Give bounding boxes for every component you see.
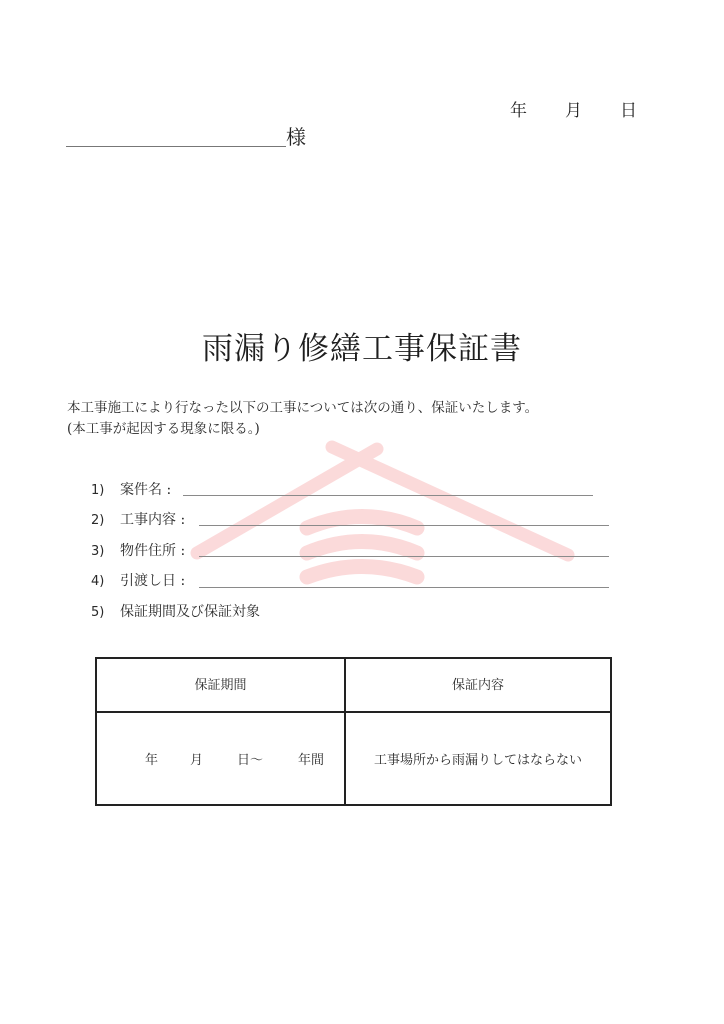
period-duration-label: 年間 <box>298 753 325 768</box>
form-item-property-address <box>91 541 185 561</box>
period-month-label: 月 <box>190 753 204 768</box>
item-number: 4) <box>91 574 105 589</box>
period-year-label: 年 <box>145 753 159 768</box>
intro-line-1: 本工事施工により行なった以下の工事については次の通り、保証いたします。 <box>67 400 539 416</box>
item-number: 5) <box>91 605 105 620</box>
intro-line-2: (本工事が起因する現象に限る。) <box>67 421 260 437</box>
date-month-label: 月 <box>565 101 582 121</box>
item-label: 案件名 : <box>120 482 172 498</box>
table-header-content: 保証内容 <box>451 678 504 693</box>
form-item-warranty-scope <box>91 602 260 622</box>
work-content-field[interactable] <box>199 525 609 526</box>
form-item-work-content <box>91 510 185 530</box>
table-cell-content: 工事場所から雨漏りしてはならない <box>373 753 582 768</box>
item-label: 保証期間及び保証対象 <box>120 604 260 620</box>
document-title: 雨漏り修繕工事保証書 <box>202 331 522 367</box>
form-item-handover-date <box>91 571 185 591</box>
property-address-field[interactable] <box>199 556 609 557</box>
item-number: 1) <box>91 483 105 498</box>
item-label: 引渡し日 : <box>120 573 186 589</box>
form-item-project-name <box>91 480 171 500</box>
table-header-period: 保証期間 <box>194 678 247 693</box>
item-number: 2) <box>91 513 105 528</box>
handover-date-field[interactable] <box>199 587 609 588</box>
intro-paragraph <box>67 398 538 440</box>
date-day-label: 日 <box>620 101 637 121</box>
recipient-name-field[interactable] <box>66 146 286 147</box>
item-label: 工事内容 : <box>120 512 186 528</box>
warranty-table <box>95 657 612 806</box>
item-label: 物件住所 : <box>120 543 186 559</box>
date-year-label: 年 <box>510 101 527 121</box>
project-name-field[interactable] <box>183 495 593 496</box>
item-number: 3) <box>91 544 105 559</box>
recipient-honorific: 様 <box>286 125 306 149</box>
period-day-label: 日～ <box>237 753 264 768</box>
table-row-divider <box>97 711 610 713</box>
